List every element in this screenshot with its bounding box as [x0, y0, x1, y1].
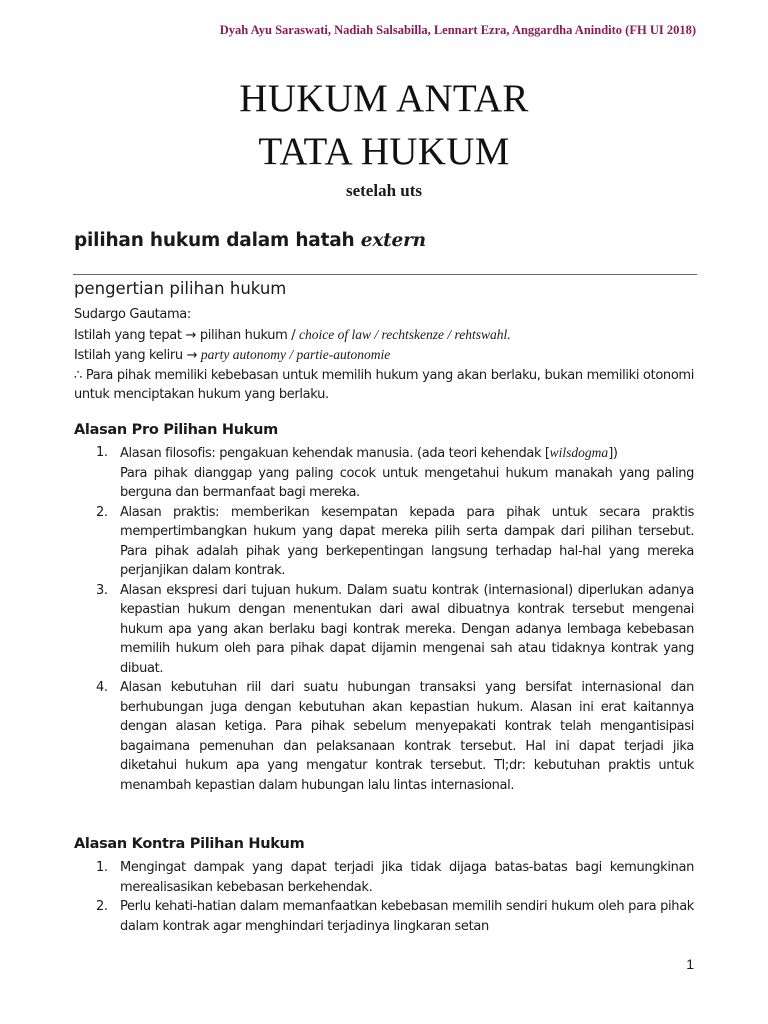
contra-list	[74, 858, 694, 936]
list-number: 1.	[96, 860, 108, 875]
list-number: 2.	[96, 899, 108, 914]
definition-correct-line	[74, 325, 694, 346]
definition-source: Sudargo Gautama:	[74, 307, 191, 322]
document-subtitle: setelah uts	[345, 181, 423, 200]
list-number: 3.	[96, 582, 108, 598]
item-text: Alasan filosofis: pengakuan kehendak manusia. (ada teori kehendak [	[120, 446, 550, 461]
page-number: 1	[686, 956, 694, 972]
item-text: Para pihak dianggap yang paling cocok untuk mengetahui hukum manakah yang paling berguna dan bermanfaat bagi mereka.	[120, 465, 694, 500]
arrow-right-icon: →	[186, 348, 198, 363]
list-item	[74, 443, 694, 503]
item-text: Perlu kehati-hatian dalam memanfaatkan kebebasan memilih sendiri hukum oleh para pihak dalam kontrak agar menghindari terjadinya lingkaran setan	[120, 899, 694, 934]
correct-term-italic: choice of law / rechtskenze / rehtswahl.	[299, 326, 511, 342]
correct-prefix: Istilah yang tepat	[74, 327, 182, 343]
pro-heading: Alasan Pro Pilihan Hukum	[74, 422, 278, 438]
item-italic: wilsdogma	[549, 445, 609, 460]
list-item	[74, 678, 694, 795]
list-item	[74, 503, 694, 581]
item-text: Alasan kebutuhan riil dari suatu hubungan transaksi yang bersifat internasional dan berhubungan juga dengan kebutuhan akan kepastian hukum. Alasan ini erat kaitannya dengan alasan ketiga. Para pihak sebelum menyepakati kontrak telah mengantisipasi bagaimana pemenuhan dan pelaksanaan kontrak tersebut. Hal ini dapat terjadi jika diketahui hukum apa yang mengatur kontrak tersebut. Tl;dr: kebutuhan praktis untuk menambah kepastian dalam hubungan lalu lintas internasional.	[120, 680, 694, 793]
section-heading	[74, 230, 426, 251]
therefore-icon: ∴	[74, 367, 82, 383]
header-authors: Dyah Ayu Saraswati, Nadiah Salsabilla, Lennart Ezra, Anggardha Anindito (FH UI 2018)	[219, 23, 696, 37]
list-item	[74, 897, 694, 936]
list-number: 1.	[96, 445, 108, 460]
definition-heading: pengertian pilihan hukum	[74, 279, 287, 298]
contra-heading: Alasan Kontra Pilihan Hukum	[74, 836, 305, 852]
document-title-line-1: HUKUM ANTAR	[239, 77, 529, 120]
list-number: 2.	[96, 504, 108, 520]
pro-list	[74, 443, 694, 795]
list-item	[74, 581, 694, 679]
list-item	[74, 858, 694, 897]
section-divider	[73, 274, 697, 275]
section-heading-text: pilihan hukum dalam hatah	[74, 230, 355, 251]
correct-term: pilihan hukum /	[199, 327, 296, 343]
item-text: Mengingat dampak yang dapat terjadi jika tidak dijaga batas-batas bagi kemungkinan merealisasikan kebebasan berkehendak.	[120, 860, 694, 895]
arrow-right-icon: →	[185, 327, 197, 343]
definition-block	[74, 305, 694, 405]
item-text: Alasan ekspresi dari tujuan hukum. Dalam suatu kontrak (internasional) diperlukan adanya kepastian hukum dengan menentukan dari awal dibuatnya kontrak tersebut mengenai hukum apa yang akan berlaku bagi kontrak mereka. Dengan adanya lembaga kebebasan memilih hukum oleh para pihak dapat dijamin mengenai sah atau tidaknya kontrak yang dibuat.	[120, 582, 694, 676]
conclusion-text: Para pihak memiliki kebebasan untuk memilih hukum yang akan berlaku, bukan memiliki otonomi untuk menciptakan hukum yang berlaku.	[74, 367, 694, 402]
item-text: Alasan praktis: memberikan kesempatan kepada para pihak untuk secara praktis mempertimbangkan hukum yang dapat mereka pilih serta dampak dari pilihan tersebut. Para pihak adalah pihak yang berkepentingan langsung terhadap hal-hal yang mereka perjanjikan dalam kontrak.	[120, 504, 694, 578]
wrong-prefix: Istilah yang keliru	[74, 348, 183, 363]
wrong-term-italic: party autonomy / partie-autonomie	[200, 347, 391, 362]
item-text: ])	[608, 446, 618, 461]
document-title-line-2: TATA HUKUM	[258, 130, 510, 173]
definition-conclusion	[74, 366, 694, 405]
list-number: 4.	[96, 680, 108, 695]
section-heading-italic: extern	[360, 230, 426, 251]
definition-wrong-line	[74, 345, 694, 366]
